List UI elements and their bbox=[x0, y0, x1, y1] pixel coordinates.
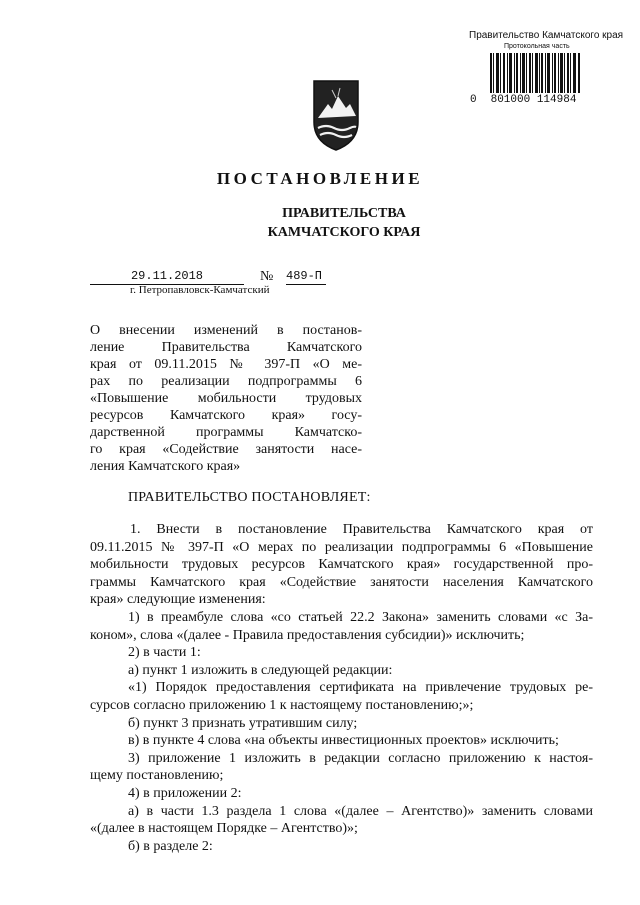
body-line: 1. Внести в постановление Правительства Камчатского края от bbox=[130, 522, 593, 537]
document-body bbox=[90, 521, 593, 855]
body-line: в) в пункте 4 слова «на объекты инвестиционных проектов» исключить; bbox=[128, 733, 559, 749]
body-line: 1) в преамбуле слова «со статьей 22.2 Закона» заменить словами «с За- bbox=[128, 609, 593, 625]
stamp-organization: Правительство Камчатского края bbox=[469, 30, 624, 41]
body-line: а) в части 1.3 раздела 1 слова «(далее – Агентство)» заменить словами bbox=[128, 803, 593, 819]
body-line: 2) в части 1: bbox=[128, 645, 201, 661]
subject-line: ление Правительства Камчатского bbox=[90, 340, 362, 355]
date-number-line bbox=[90, 269, 330, 285]
document-number: 489-П bbox=[286, 269, 326, 285]
subject-line: О внесении изменений в постанов- bbox=[90, 323, 362, 338]
issuing-authority bbox=[0, 204, 640, 242]
document-title: ПОСТАНОВЛЕНИЕ bbox=[216, 169, 424, 188]
subject-line: ресурсов Камчатского края» госу- bbox=[90, 408, 362, 423]
barcode-icon bbox=[490, 53, 582, 93]
city-name: г. Петропавловск-Камчатский bbox=[130, 284, 270, 296]
authority-line-1: ПРАВИТЕЛЬСТВА bbox=[282, 206, 406, 221]
body-line: «1) Порядок предоставления сертификата на привлечение трудовых ре- bbox=[128, 680, 593, 696]
body-line: 3) приложение 1 изложить в редакции согласно приложению к настоя- bbox=[128, 750, 593, 766]
body-line: сурсов согласно приложению 1 к настоящему постановлению;»; bbox=[90, 697, 474, 713]
subject-line: «Повышение мобильности трудовых bbox=[90, 391, 362, 406]
body-line: б) пункт 3 признать утратившим силу; bbox=[128, 715, 358, 731]
registration-stamp bbox=[470, 30, 630, 107]
stamp-section: Протокольная часть bbox=[504, 43, 570, 50]
document-date: 29.11.2018 bbox=[90, 269, 244, 285]
body-line: а) пункт 1 изложить в следующей редакции: bbox=[128, 662, 393, 678]
body-line: «(далее в настоящем Порядке – Агентство)»; bbox=[90, 821, 358, 837]
body-line: коном», слова «(далее - Правила предоставления субсидии)» исключить; bbox=[90, 627, 525, 643]
subject-line: края от 09.11.2015 № 397-П «О ме- bbox=[90, 357, 362, 372]
barcode-prefix: 0 bbox=[470, 94, 477, 106]
body-line: 4) в приложении 2: bbox=[128, 785, 242, 801]
subject-line: ления Камчатского края» bbox=[90, 459, 241, 474]
body-line: 09.11.2015 № 397-П «О мерах по реализации подпрограммы 6 «Повышение bbox=[90, 539, 593, 555]
body-line: щему постановлению; bbox=[90, 768, 224, 784]
resolves-heading: ПРАВИТЕЛЬСТВО ПОСТАНОВЛЯЕТ: bbox=[128, 490, 371, 505]
document-subject bbox=[90, 322, 362, 475]
subject-line: рах по реализации подпрограммы 6 bbox=[90, 374, 362, 389]
barcode-digits: 801000 114984 bbox=[490, 94, 577, 106]
body-line: граммы Камчатского края «Содействие занятости населения Камчатского bbox=[90, 574, 593, 590]
body-line: б) в разделе 2: bbox=[128, 838, 213, 854]
kamchatka-emblem-icon bbox=[310, 78, 362, 152]
number-sign: № bbox=[260, 269, 274, 284]
authority-line-2: КАМЧАТСКОГО КРАЯ bbox=[267, 225, 421, 240]
barcode-number bbox=[470, 94, 630, 107]
subject-line: дарственной программы Камчатско- bbox=[90, 425, 362, 440]
subject-line: го края «Содействие занятости насе- bbox=[90, 442, 362, 457]
body-line: края» следующие изменения: bbox=[90, 592, 266, 608]
body-line: мобильности трудовых ресурсов Камчатского края» государственной про- bbox=[90, 557, 593, 573]
